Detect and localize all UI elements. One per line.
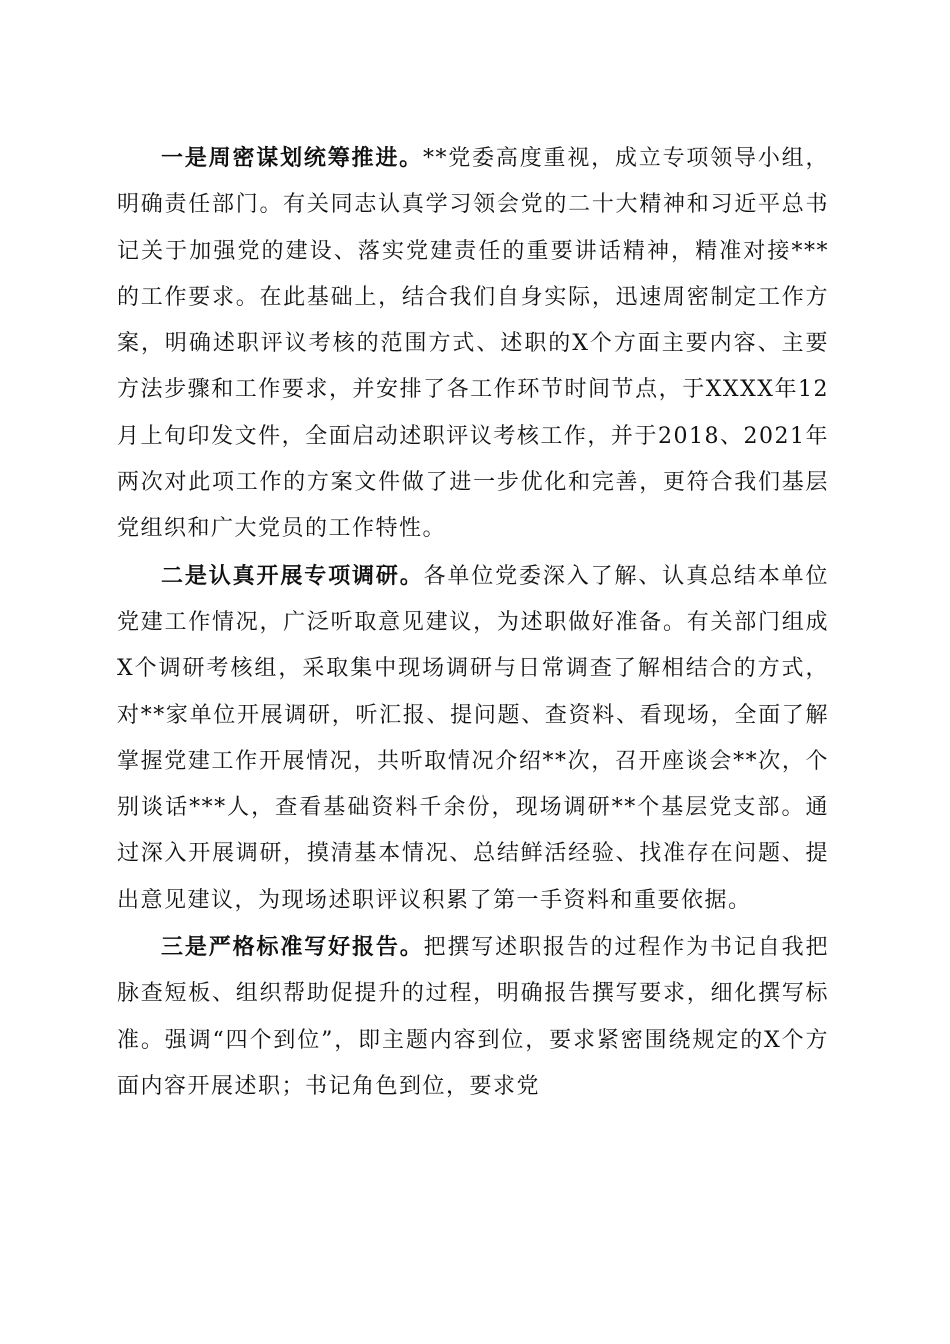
paragraph-text: **党委高度重视，成立专项领导小组，明确责任部门。有关同志认真学习领会党的二十大精神和习近平总书记关于加强党的建设、落实党建责任的重要讲话精神，精准对接***的工作要求。在此基础上，结合我们自身实际，迅速周密制定工作方案，明确述职评议考核的范围方式、述职的X个方面主要内容、主要方法步骤和工作要求，并安排了各工作环节时间节点，于XXXX年12月上旬印发文件，全面启动述职评议考核工作，并于2018、2021年两次对此项工作的方案文件做了进一步优化和完善，更符合我们基层党组织和广大党员的工作特性。	[117, 146, 829, 542]
paragraph-text: 各单位党委深入了解、认真总结本单位党建工作情况，广泛听取意见建议，为述职做好准备。有关部门组成X个调研考核组，采取集中现场调研与日常调查了解相结合的方式，对**家单位开展调研，听汇报、提问题、查资料、看现场，全面了解掌握党建工作开展情况，共听取情况介绍**次，召开座谈会**次，个别谈话***人，查看基础资料千余份，现场调研**个基层党支部。通过深入开展调研，摸清基本情况、总结鲜活经验、找准存在问题、提出意见建议，为现场述职评议积累了第一手资料和重要依据。	[117, 563, 829, 913]
paragraph-lead: 三是严格标准写好报告。	[161, 934, 424, 961]
paragraph-research	[117, 553, 829, 924]
paragraph-text: 把撰写述职报告的过程作为书记自我把脉查短板、组织帮助促提升的过程，明确报告撰写要求，细化撰写标准。强调“四个到位”，即主题内容到位，要求紧密围绕规定的X个方面内容开展述职；书记角色到位，要求党	[117, 935, 829, 1099]
paragraph-planning	[117, 135, 829, 553]
paragraph-lead: 一是周密谋划统筹推进。	[161, 145, 423, 171]
paragraph-lead: 二是认真开展专项调研。	[161, 562, 424, 589]
document-body	[117, 135, 829, 1110]
paragraph-report	[117, 924, 829, 1110]
